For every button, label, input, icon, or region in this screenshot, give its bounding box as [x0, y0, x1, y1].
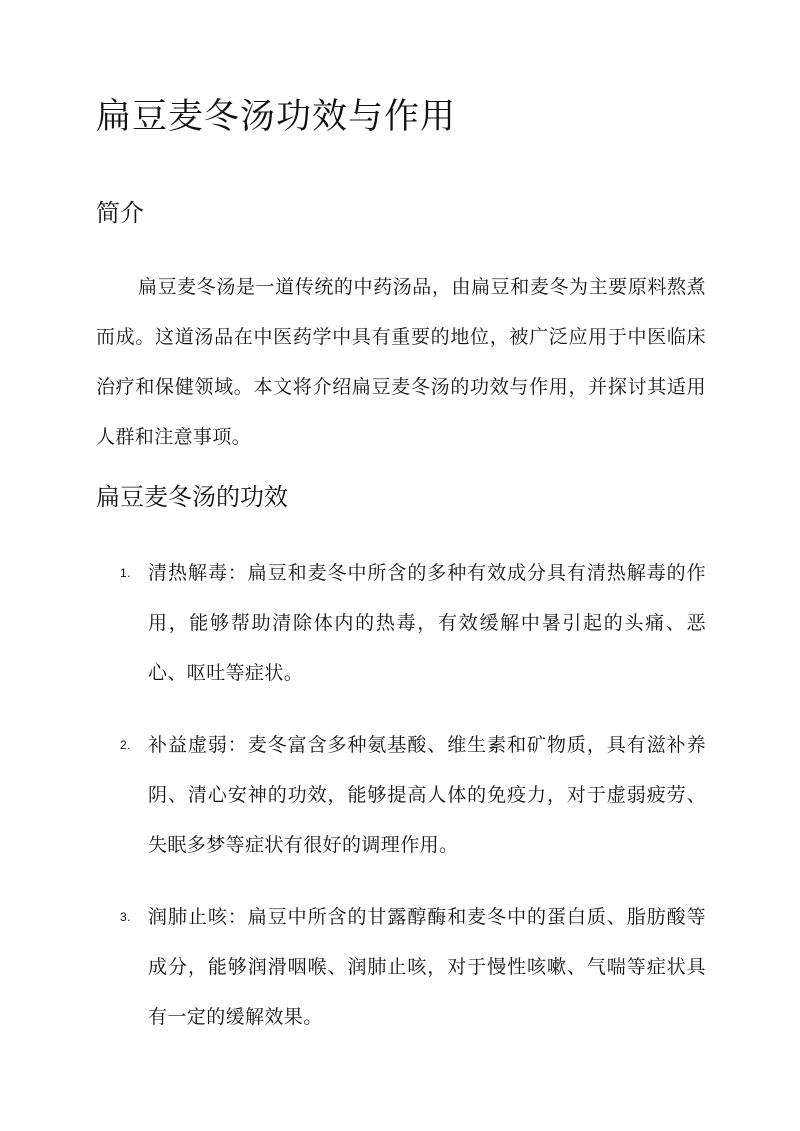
effect-item-heat-clearing	[96, 548, 706, 698]
list-number: 1.	[120, 566, 131, 580]
effects-heading: 扁豆麦冬汤的功效	[96, 483, 288, 511]
list-number: 2.	[120, 738, 131, 752]
effect-text: 清热解毒：扁豆和麦冬中所含的多种有效成分具有清热解毒的作用，能够帮助清除体内的热毒，有效缓解中暑引起的头痛、恶心、呕吐等症状。	[148, 562, 706, 684]
effect-text: 润肺止咳：扁豆中所含的甘露醇酶和麦冬中的蛋白质、脂肪酸等成分，能够润滑咽喉、润肺止咳，对于慢性咳嗽、气喘等症状具有一定的缓解效果。	[148, 906, 706, 1028]
intro-paragraph: 扁豆麦冬汤是一道传统的中药汤品，由扁豆和麦冬为主要原料熬煮而成。这道汤品在中医药学中具有重要的地位，被广泛应用于中医临床治疗和保健领域。本文将介绍扁豆麦冬汤的功效与作用，并探讨其适用人群和注意事项。	[96, 276, 706, 448]
effect-text: 补益虚弱：麦冬富含多种氨基酸、维生素和矿物质，具有滋补养阴、清心安神的功效，能够提高人体的免疫力，对于虚弱疲劳、失眠多梦等症状有很好的调理作用。	[148, 734, 706, 856]
effects-list	[96, 548, 706, 1064]
effect-item-tonify	[96, 720, 706, 870]
effect-item-lung-cough	[96, 892, 706, 1042]
intro-heading: 简介	[96, 199, 144, 227]
list-number: 3.	[120, 910, 131, 924]
document-title: 扁豆麦冬汤功效与作用	[96, 97, 457, 137]
